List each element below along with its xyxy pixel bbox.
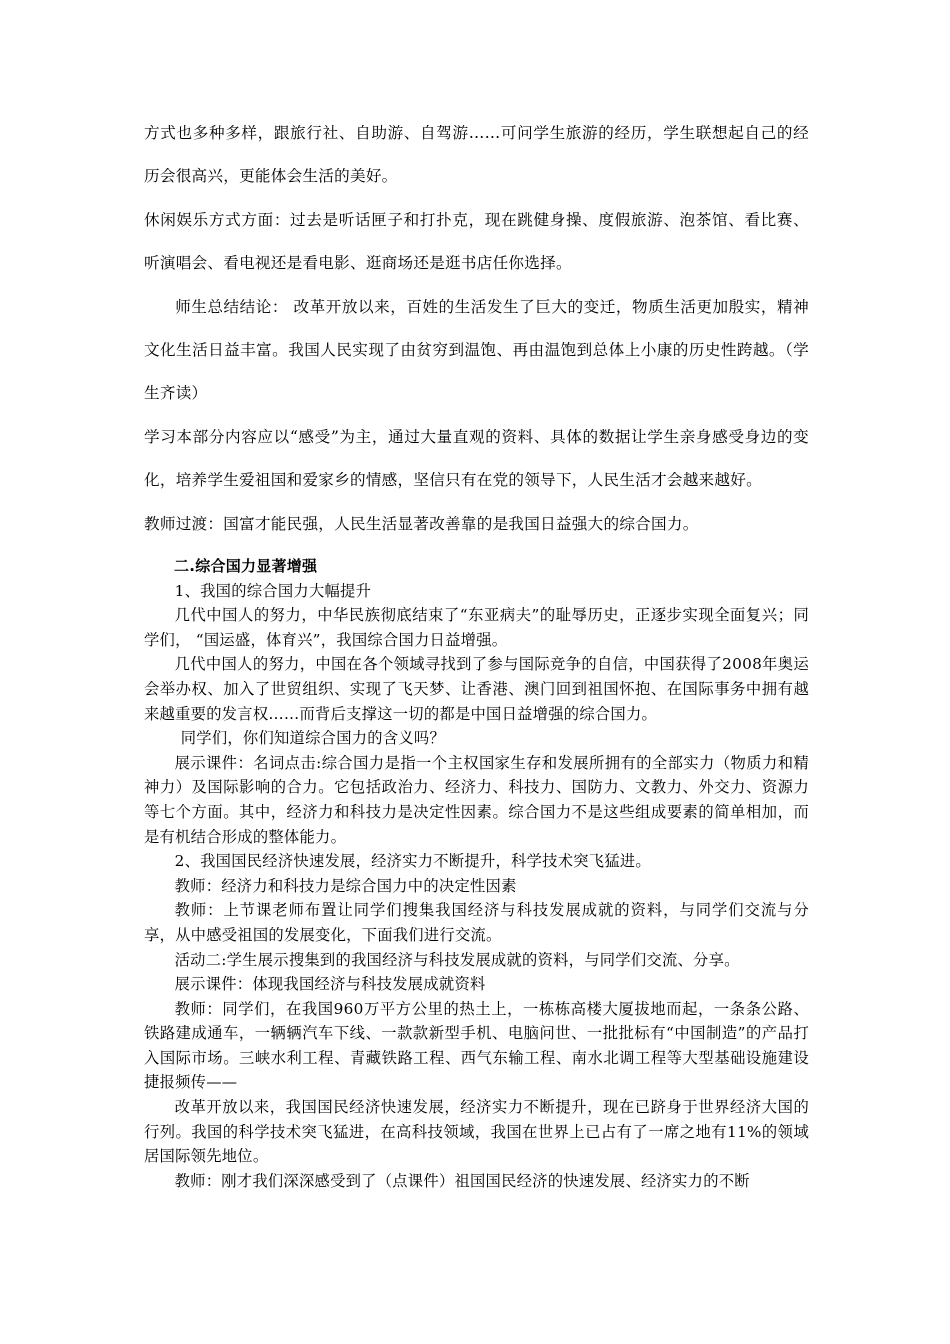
paragraph-teacher-transition: 教师过渡：国富才能民强，人民生活显著改善靠的是我国日益强大的综合国力。 — [144, 514, 699, 533]
lower-text-block — [144, 554, 809, 1193]
section-heading: 二.综合国力显著增强 — [174, 557, 318, 575]
paragraph-teacher-decisive: 教师：经济力和科技力是综合国力中的决定性因素 — [174, 876, 517, 895]
paragraph-teacher-achievements: 教师：同学们，在我国960万平方公里的热土上，一栋栋高楼大厦拔地而起，一条条公路、铁路建成通车，一辆辆汽车下线、一款款新型手机、电脑问世、一批批标有“中国制造”的产品打入国际市场。三峡水利工程、青藏铁路工程、西气东输工程、南水北调工程等大型基础设施建设捷报频传—— — [144, 999, 809, 1092]
paragraph-teacher-assignment: 教师：上节课老师布置让同学们搜集我国经济与科技发展成就的资料，与同学们交流与分享，从中感受祖国的发展变化，下面我们进行交流。 — [144, 901, 809, 944]
subheading-economy: 2、我国国民经济快速发展，经济实力不断提升，科学技术突飞猛进。 — [174, 852, 651, 871]
paragraph-international-competition: 几代中国人的努力，中国在各个领域寻找到了参与国际竞争的自信，中国获得了2008年奥运会举办权、加入了世贸组织、实现了飞天梦、让香港、澳门回到祖国怀抱、在国际事务中拥有越来越重要的发言权……而背后支撑这一切的都是中国日益增强的综合国力。 — [144, 655, 809, 723]
paragraph-learning-note: 学习本部分内容应以“感受”为主，通过大量直观的资料、具体的数据让学生亲身感受身边的变化，培养学生爱祖国和爱家乡的情感，坚信只有在党的领导下，人民生活才会越来越好。 — [144, 427, 809, 490]
paragraph-generations-effort: 几代中国人的努力，中华民族彻底结束了“东亚病夫”的耻辱历史，正逐步实现全面复兴；同学们， “国运盛，体育兴”，我国综合国力日益增强。 — [144, 606, 809, 649]
paragraph-leisure: 休闲娱乐方式方面：过去是听话匣子和打扑克，现在跳健身操、度假旅游、泡茶馆、看比赛、听演唱会、看电视还是看电影、逛商场还是逛书店任你选择。 — [144, 210, 809, 273]
paragraph-reform: 改革开放以来，我国国民经济快速发展，经济实力不断提升，现在已跻身于世界经济大国的行列。我国的科学技术突飞猛进，在高科技领域，我国在世界上已占有了一席之地有11%的领域居国际领先地位。 — [144, 1098, 809, 1166]
paragraph-activity-two: 活动二:学生展示搜集到的我国经济与科技发展成就的资料，与同学们交流、分享。 — [174, 950, 740, 969]
paragraph-conclusion: 师生总结结论： 改革开放以来，百姓的生活发生了巨大的变迁，物质生活更加殷实，精神文化生活日益丰富。我国人民实现了由贫穷到温饱、再由温饱到总体上小康的历史性跨越。（学生齐读） — [144, 297, 809, 403]
paragraph-teacher-closing: 教师：刚才我们深深感受到了（点课件）祖国国民经济的快速发展、经济实力的不断 — [174, 1171, 750, 1190]
paragraph-travel-methods: 方式也多种多样，跟旅行社、自助游、自驾游……可问学生旅游的经历，学生联想起自己的经历会很高兴，更能体会生活的美好。 — [144, 124, 809, 186]
subheading-national-power: 1、我国的综合国力大幅提升 — [174, 581, 372, 600]
paragraph-courseware: 展示课件：体现我国经济与科技发展成就资料 — [174, 975, 486, 994]
paragraph-definition: 展示课件：名词点击:综合国力是指一个主权国家生存和发展所拥有的全部实力（物质力和精神力）及国际影响的合力。它包括政治力、经济力、科技力、国防力、文教力、外交力、资源力等七个方面。其中，经济力和科技力是决定性因素。综合国力不是这些组成要素的简单相加，而是有机结合形成的整体能力。 — [144, 753, 809, 846]
paragraph-question: 同学们，你们知道综合国力的含义吗？ — [180, 729, 446, 748]
upper-text-block — [144, 112, 809, 546]
